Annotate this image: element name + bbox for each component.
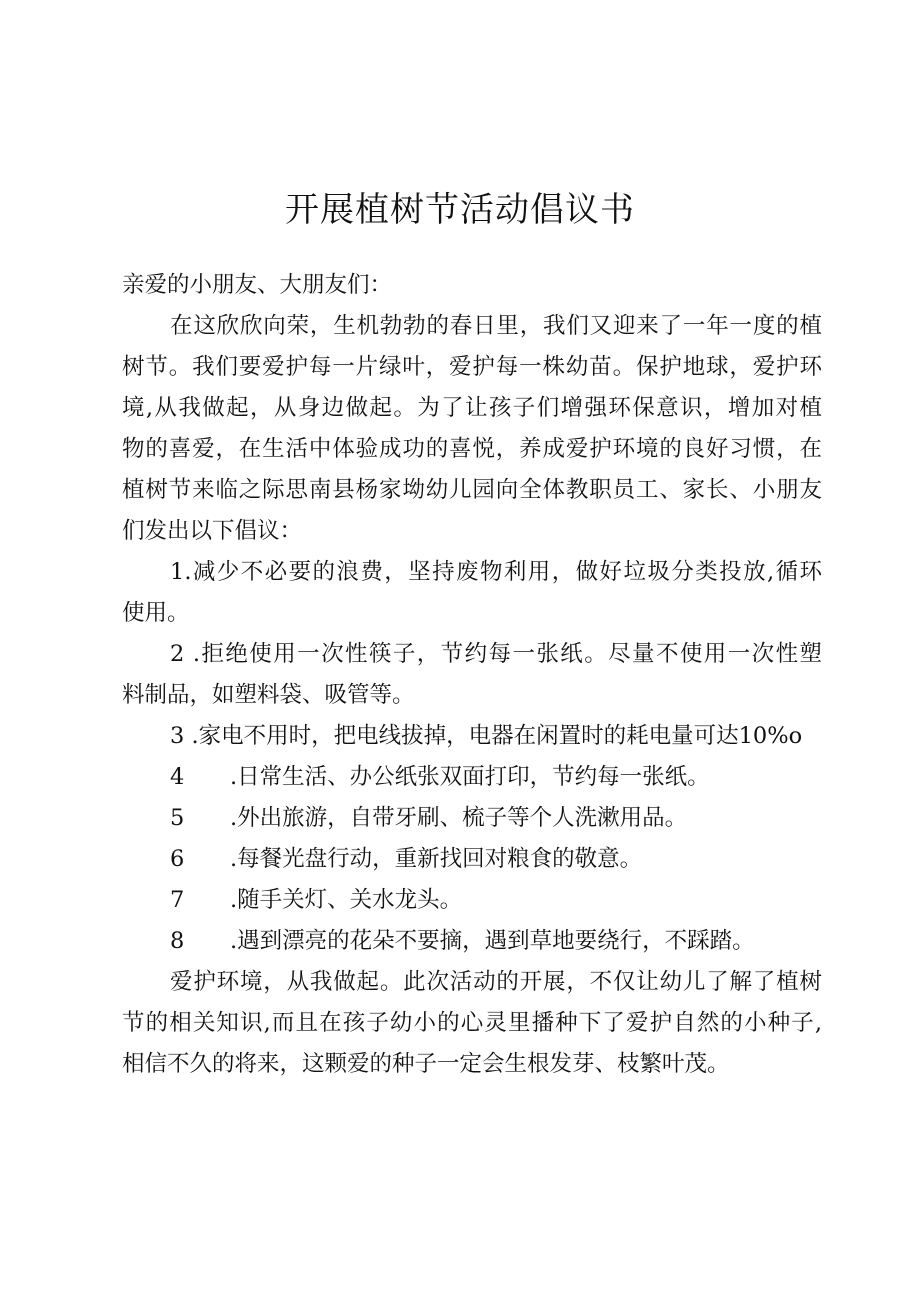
proposal-item-4 xyxy=(122,757,822,798)
intro-line-1: 在这欣欣向荣，生机勃勃的春日里，我们又迎来了一年一度的植 xyxy=(170,313,822,339)
intro-line-2: 树节。我们要爱护每一片绿叶，爱护每一株幼苗。保护地球，爱护环 xyxy=(122,354,822,380)
proposal-item-6 xyxy=(122,839,822,880)
document-title: 开展植树节活动倡议书 xyxy=(285,190,635,230)
item-number: 5 xyxy=(170,805,185,831)
closing-line-3: 相信不久的将来，这颗爱的种子一定会生根发芽、枝繁叶茂。 xyxy=(122,1051,730,1077)
intro-line-5: 植树节来临之际思南县杨家坳幼儿园向全体教职员工、家长、小朋友 xyxy=(122,477,822,503)
item-text: .每餐光盘行动，重新找回对粮食的敬意。 xyxy=(230,846,643,872)
item-1-line-1: 1.减少不必要的浪费，坚持废物利用，做好垃圾分类投放,循环 xyxy=(170,559,822,585)
proposal-item-7 xyxy=(122,880,822,921)
item-number: 7 xyxy=(170,887,185,913)
item-text: .随手关灯、关水龙头。 xyxy=(230,887,463,913)
intro-line-4: 物的喜爱，在生活中体验成功的喜悦，养成爱护环境的良好习惯，在 xyxy=(122,436,822,462)
proposal-item-1 xyxy=(122,552,822,634)
proposal-item-8 xyxy=(122,921,822,962)
document-body xyxy=(122,265,822,1085)
closing-line-1: 爱护环境，从我做起。此次活动的开展，不仅让幼儿了解了植树 xyxy=(170,969,822,995)
closing-line-2: 节的相关知识,而且在孩子幼小的心灵里播种下了爱护自然的小种子, xyxy=(122,1010,822,1036)
proposal-item-3: 3 .家电不用时，把电线拔掉，电器在闲置时的耗电量可达10%o xyxy=(170,723,803,749)
proposal-item-2 xyxy=(122,634,822,716)
item-text: .日常生活、办公纸张双面打印，节约每一张纸。 xyxy=(230,764,710,790)
item-2-line-1: 2 .拒绝使用一次性筷子，节约每一张纸。尽量不使用一次性塑 xyxy=(170,641,822,667)
greeting-line: 亲爱的小朋友、大朋友们： xyxy=(122,272,393,298)
item-1-line-2: 使用。 xyxy=(122,600,190,626)
intro-paragraph xyxy=(122,306,822,552)
intro-line-3: 境,从我做起，从身边做起。为了让孩子们增强环保意识，增加对植 xyxy=(122,395,822,421)
item-number: 8 xyxy=(170,928,185,954)
item-number: 4 xyxy=(170,764,185,790)
item-text: .遇到漂亮的花朵不要摘，遇到草地要绕行，不踩踏。 xyxy=(230,928,755,954)
item-text: .外出旅游，自带牙刷、梳子等个人洗漱用品。 xyxy=(230,805,688,831)
item-2-line-2: 料制品，如塑料袋、吸管等。 xyxy=(122,682,415,708)
proposal-item-5 xyxy=(122,798,822,839)
intro-line-6: 们发出以下倡议： xyxy=(122,518,303,544)
closing-paragraph xyxy=(122,962,822,1085)
item-number: 6 xyxy=(170,846,185,872)
